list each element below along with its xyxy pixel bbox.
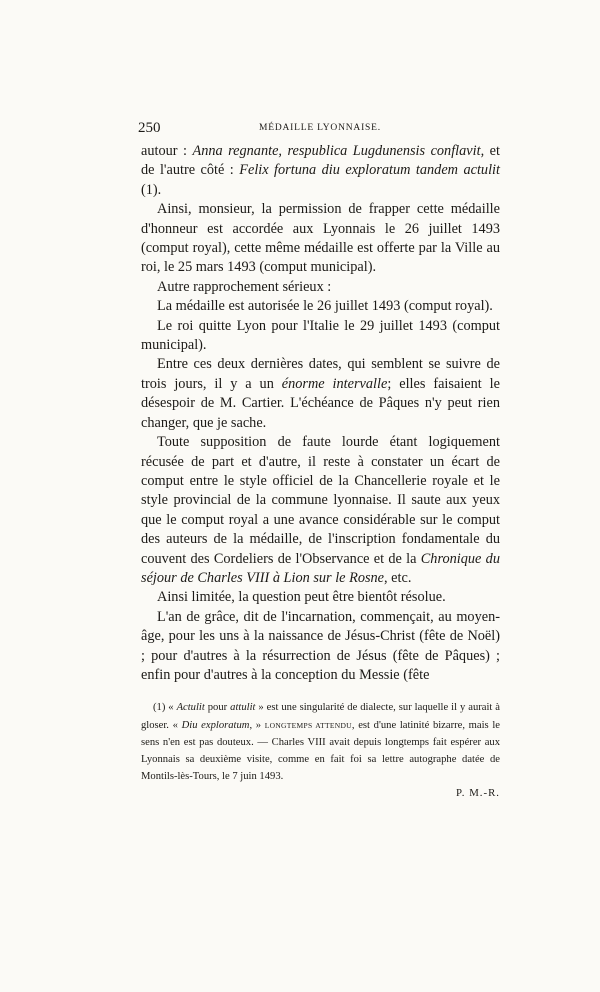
text-run: Autre rapprochement sérieux : [157, 278, 332, 295]
paragraph [141, 317, 500, 356]
paragraph [141, 200, 500, 278]
small-caps-text: LONGTEMPS ATTENDU [264, 720, 352, 730]
text-run: Le roi quitte Lyon pour l'Italie le 29 juillet 1493 (comput municipal). [141, 317, 500, 354]
body-text [141, 142, 500, 685]
paragraph [141, 278, 500, 297]
italic-text: Actulit [176, 702, 205, 714]
paragraph [141, 297, 500, 316]
text-run: Toute supposition de faute lourde étant logiquement récusée de part et d'autre, il reste à constater un écart de comput entre le style officiel de la Chancellerie royale et le style provincial de la commune lyonnaise. Il saute aux yeux que le comput royal a une avance considérable sur le comput des auteurs de la médaille, de l'inscription fondamentale du couvent des Cordeliers de l'Observance et de la [141, 434, 500, 567]
book-page [138, 120, 501, 802]
footnote-signature: P. M.-R. [455, 787, 500, 800]
paragraph [141, 355, 500, 433]
text-run: , etc. [384, 569, 412, 586]
italic-text: Felix fortuna diu exploratum tandem actulit [239, 162, 500, 179]
footnote-1 [141, 699, 500, 785]
text-run: Ainsi, monsieur, la permission de frapper cette médaille d'honneur est accordée aux Lyonnais le 26 juillet 1493 (comput royal), cette même médaille est offerte par la Ville au roi, le 25 mars 1493 (comput municipal). [141, 201, 500, 276]
text-run: L'an de grâce, dit de l'incarnation, commençait, au moyen-âge, pour les uns à la naissance de Jésus-Christ (fête de Noël) ; pour d'autres à la résurrection de Jésus (fête de Pâques) ; enfin pour d'autres à la conception du Messie (fête [141, 608, 500, 683]
italic-text: attulit [230, 702, 256, 714]
italic-text: Chronique du séjour de Charles VIII à Lion sur le Rosne [141, 550, 500, 586]
italic-text: Diu exploratum [181, 719, 250, 731]
text-run: Ainsi limitée, la question peut être bientôt résolue. [157, 589, 446, 606]
italic-text: Anna regnante, respublica Lugdunensis conflavit, [192, 143, 485, 159]
text-run: (1). [141, 181, 162, 198]
text-run: et de l'autre côté : [141, 143, 500, 179]
text-run: Entre ces deux dernières dates, qui semblent se suivre de trois jours, il y a un [141, 356, 500, 392]
paragraph [141, 433, 500, 588]
text-run: » est une singularité de dialecte, sur laquelle il y aurait à gloser. « [141, 702, 501, 731]
text-run: autour : [141, 143, 193, 159]
text-run: , est d'une latinité bizarre, mais le sens n'en est pas douteux. — Charles VIII avait depuis longtemps fait espérer aux Lyonnais sa deuxième visite, comme en fait foi sa lettre autographe datée de Montils-lès-Tours, le 7 juin 1493. [141, 719, 500, 783]
running-head [138, 120, 500, 142]
text-run: ; elles faisaient le désespoir de M. Cartier. L'échéance de Pâques n'y peut rien changer, que je sache. [141, 375, 500, 431]
text-run: pour [204, 702, 231, 714]
paragraph [141, 142, 500, 200]
text-run: (1) « [153, 702, 177, 714]
page-number: 250 [138, 120, 161, 136]
text-run: La médaille est autorisée le 26 juillet 1493 (comput royal). [157, 298, 493, 315]
paragraph [141, 608, 500, 686]
text-run: , » [249, 719, 265, 731]
paragraph [141, 588, 500, 607]
italic-text: énorme intervalle [281, 375, 388, 392]
running-title: MÉDAILLE LYONNAISE. [259, 123, 381, 133]
footnotes [141, 699, 500, 802]
